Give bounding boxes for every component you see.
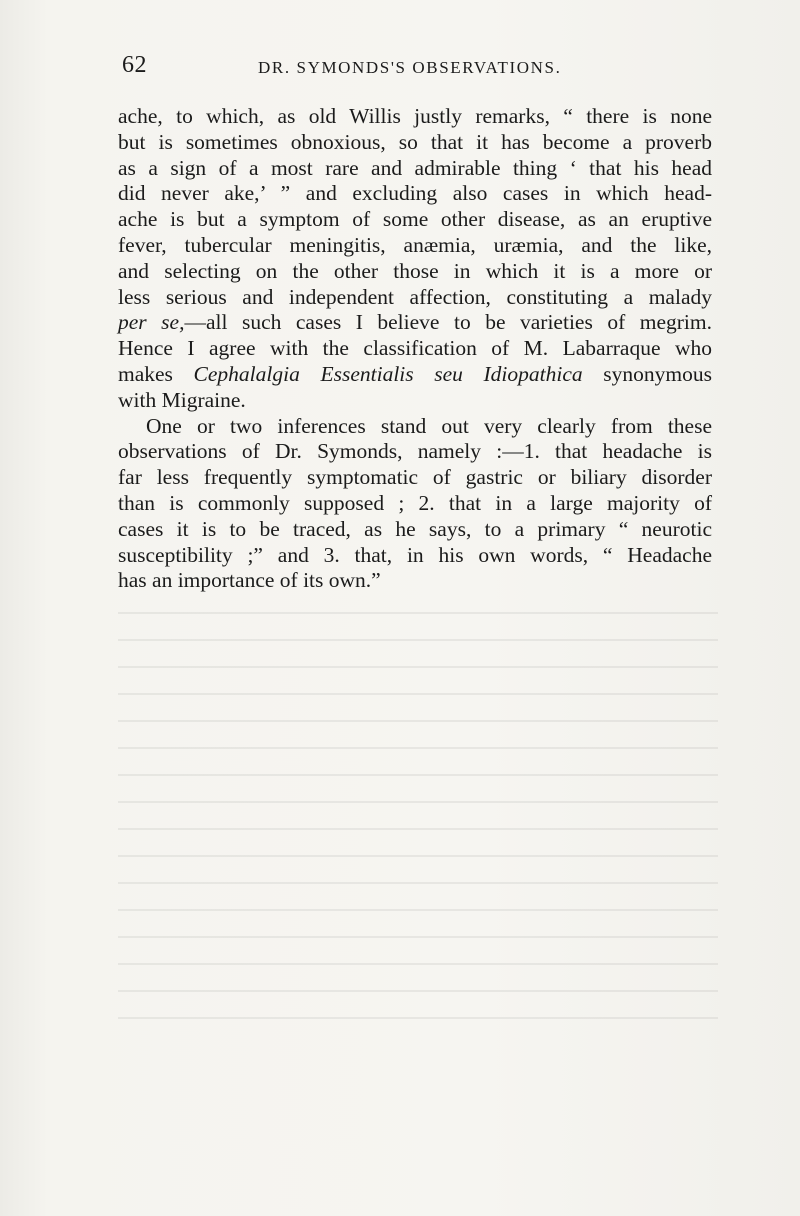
text-line: cases it is to be traced, as he says, to a primary “ neurotic — [118, 516, 712, 541]
text-line: makes Cephalalgia Essentialis seu Idiopathica synonymous — [118, 361, 712, 386]
running-title: DR. SYMONDS'S OBSERVATIONS. — [258, 58, 562, 77]
text-line: One or two inferences stand out very clearly from these — [146, 413, 712, 438]
text-line: has an importance of its own.” — [118, 568, 381, 593]
paragraph-1 — [118, 104, 712, 414]
text-line: susceptibility ;” and 3. that, in his own words, “ Headache — [118, 542, 712, 567]
text-line: observations of Dr. Symonds, namely :—1. that headache is — [118, 439, 712, 464]
text-line: as a sign of a most rare and admirable thing ‘ that his head — [118, 155, 712, 180]
text-line: per se,—all such cases I believe to be varieties of megrim. — [118, 310, 712, 335]
text-line: ache is but a symptom of some other disease, as an eruptive — [118, 207, 712, 232]
text-line: Hence I agree with the classification of M. Labarraque who — [118, 336, 712, 361]
running-head — [122, 52, 722, 82]
text-line: less serious and independent affection, constituting a malady — [118, 284, 712, 309]
italic-phrase: Cephalalgia Essentialis seu Idiopathica — [193, 361, 583, 386]
show-through-text — [118, 612, 718, 1042]
text-line: far less frequently symptomatic of gastric or biliary disorder — [118, 465, 712, 490]
text-line: with Migraine. — [118, 387, 246, 412]
paragraph-2 — [118, 414, 712, 595]
body-text — [118, 104, 712, 594]
text-line: but is sometimes obnoxious, so that it has become a proverb — [118, 129, 712, 154]
text-line: and selecting on the other those in which it is a more or — [118, 258, 712, 283]
text-line: than is commonly supposed ; 2. that in a large majority of — [118, 490, 712, 515]
text-line: ache, to which, as old Willis justly remarks, “ there is none — [118, 104, 712, 128]
text-line: fever, tubercular meningitis, anæmia, uræmia, and the like, — [118, 232, 712, 257]
text-line: did never ake,’ ” and excluding also cases in which head- — [118, 181, 712, 206]
page-number: 62 — [122, 52, 147, 78]
italic-phrase: per se, — [118, 310, 185, 335]
